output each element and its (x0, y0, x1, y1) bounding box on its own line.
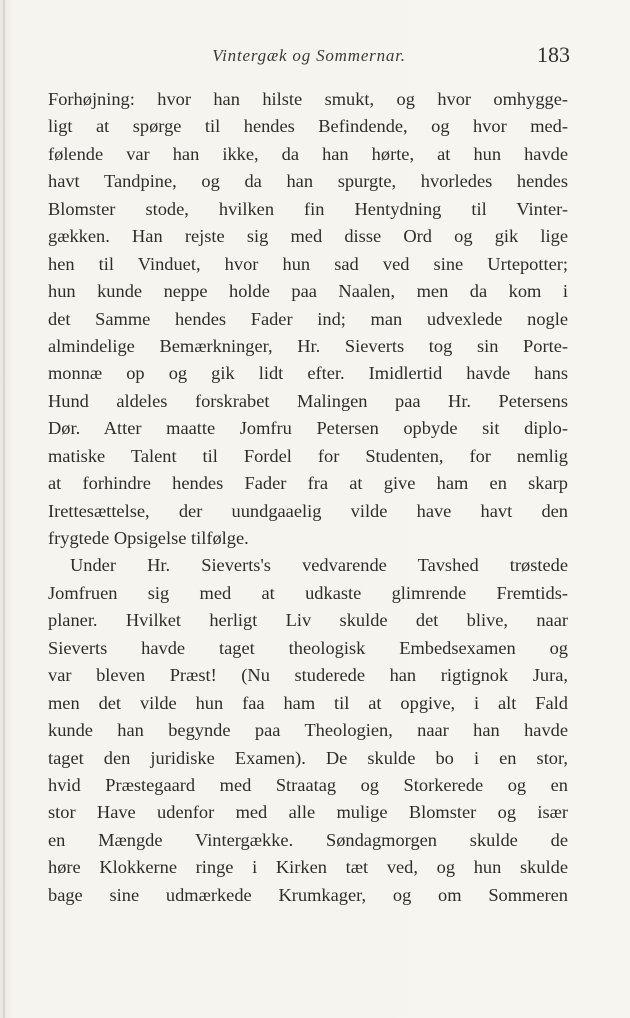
text-line: almindelige Bemærkninger, Hr. Sieverts tog sin Porte- (48, 335, 568, 356)
running-head: Vintergæk og Sommernar. (212, 46, 406, 65)
text-line: at forhindre hendes Fader fra at give ham en skarp (48, 473, 568, 494)
text-line: havt Tandpine, og da han spurgte, hvorledes hendes (48, 171, 568, 192)
text-line: Blomster stode, hvilken fin Hentydning til Vinter- (48, 198, 568, 219)
text-line: bage sine udmærkede Krumkager, og om Sommeren (48, 884, 568, 905)
text-line: hvid Præstegaard med Straatag og Storkerede og en (48, 774, 568, 795)
text-line: kunde han begynde paa Theologien, naar han havde (48, 720, 568, 741)
text-line: følende var han ikke, da han hørte, at hun havde (48, 143, 568, 164)
text-line-paragraph-end: frygtede Opsigelse tilfølge. (48, 528, 249, 548)
body-text (48, 86, 568, 909)
text-line: høre Klokkerne ringe i Kirken tæt ved, og hun skulde (48, 857, 568, 878)
text-line: Irettesættelse, der uundgaaelig vilde have havt den (48, 500, 568, 521)
text-line: hun kunde neppe holde paa Naalen, men da kom i (48, 281, 568, 302)
text-line: Hund aldeles forskrabet Malingen paa Hr. Petersens (48, 390, 568, 411)
text-line-paragraph-start: Under Hr. Sieverts's vedvarende Tavshed trøstede (70, 555, 568, 576)
text-line: ligt at spørge til hendes Befindende, og hvor med- (48, 116, 568, 137)
page-header (48, 42, 570, 72)
text-line: en Mængde Vintergække. Søndagmorgen skulde de (48, 829, 568, 850)
text-line: hen til Vinduet, hvor hun sad ved sine Urtepotter; (48, 253, 568, 274)
text-line: Jomfruen sig med at udkaste glimrende Fremtids- (48, 582, 568, 603)
text-line: monnæ op og gik lidt efter. Imidlertid havde hans (48, 363, 568, 384)
text-line: matiske Talent til Fordel for Studenten, for nemlig (48, 445, 568, 466)
text-line: men det vilde hun faa ham til at opgive, i alt Fald (48, 692, 568, 713)
text-line: gækken. Han rejste sig med disse Ord og gik lige (48, 226, 568, 247)
text-line: taget den juridiske Examen). De skulde bo i en stor, (48, 747, 568, 768)
text-line: stor Have udenfor med alle mulige Blomster og især (48, 802, 568, 823)
page-number: 183 (537, 42, 570, 67)
text-line: Forhøjning: hvor han hilste smukt, og hvor omhygge- (48, 89, 568, 109)
text-line: var bleven Præst! (Nu studerede han rigtignok Jura, (48, 665, 568, 686)
text-line: det Samme hendes Fader ind; man udvexlede nogle (48, 308, 568, 329)
text-line: Dør. Atter maatte Jomfru Petersen opbyde sit diplo- (48, 418, 568, 439)
text-line: planer. Hvilket herligt Liv skulde det blive, naar (48, 610, 568, 631)
text-line: Sieverts havde taget theologisk Embedsexamen og (48, 637, 568, 658)
page-gutter-shadow (3, 0, 5, 1018)
